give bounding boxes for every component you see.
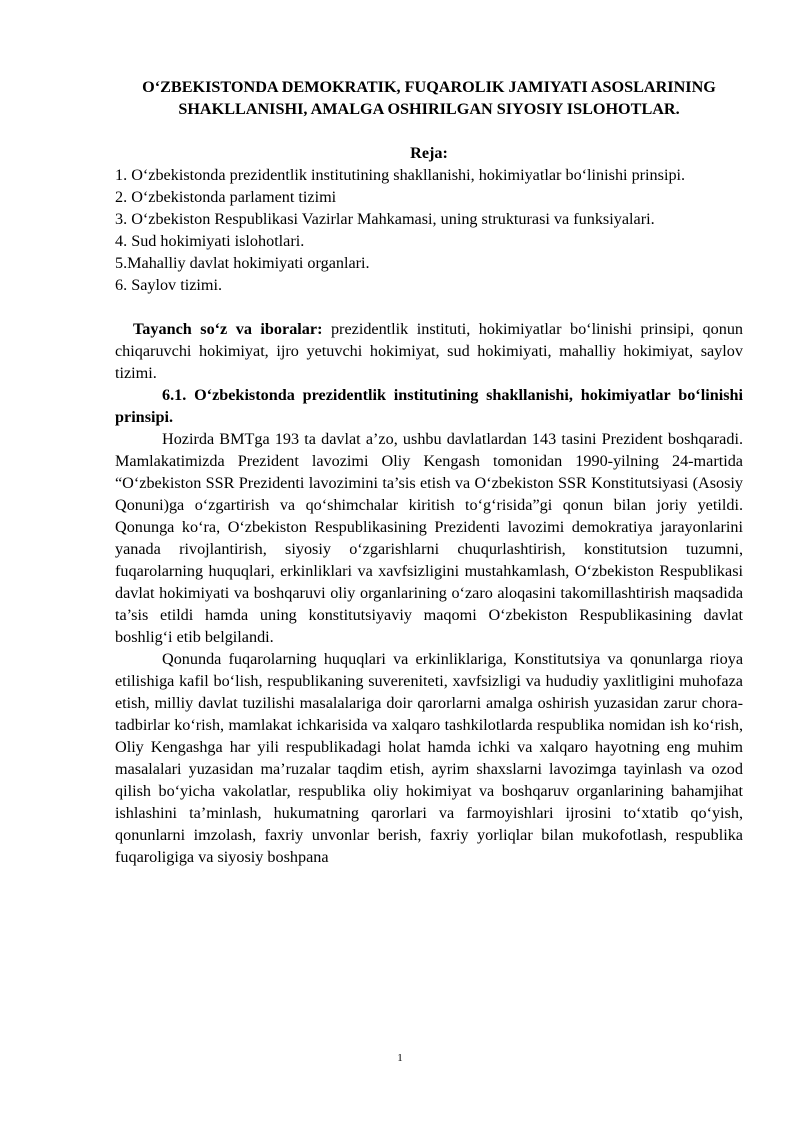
plan-list (115, 164, 743, 296)
plan-item: 4. Sud hokimiyati islohotlari. (115, 232, 305, 250)
plan-item: 1. O‘zbekistonda prezidentlik institutining shakllanishi, hokimiyatlar bo‘linishi prinsipi. (115, 166, 686, 184)
document-page (115, 76, 743, 868)
body-paragraph: Qonunda fuqarolarning huquqlari va erkinliklariga, Konstitutsiya va qonunlarga rioya etilishiga kafil bo‘lish, respublikaning suvereniteti, xavfsizligi va hududiy yaxlitligini muhofaza etish, milliy davlat tuzilishi masalalariga doir qarorlarni amalga oshirish yuzasidan zarur chora-tadbirlar ko‘rish, mamlakat ichkarisida va xalqaro tashkilotlarda respublika nomidan ish ko‘rish, Oliy Kengashga har yili respublikadagi holat hamda ichki va xalqaro hayotning eng muhim masalalari yuzasidan ma’ruzalar taqdim etish, ayrim shaxslarni lavozimga tayinlash va ozod qilish bo‘yicha vakolatlar, respublika oliy hokimiyat va boshqaruv organlarining bahamjihat ishlashini ta’minlash, hukumatning qarorlari va farmoyishlari ijrosini to‘xtatib qo‘yish, qonunlarni imzolash, faxriy unvonlar berish, faxriy yorliqlar bilan mukofotlash, respublika fuqaroligiga va siyosiy boshpana (115, 650, 743, 866)
plan-heading: Reja: (410, 144, 448, 162)
keywords-label: Tayanch so‘z va iboralar: (133, 320, 323, 338)
plan-item: 3. O‘zbekiston Respublikasi Vazirlar Mahkamasi, uning strukturasi va funksiyalari. (115, 210, 655, 228)
keywords-paragraph (115, 318, 743, 384)
plan-item: 5.Mahalliy davlat hokimiyati organlari. (115, 254, 370, 272)
plan-item: 2. O‘zbekistonda parlament tizimi (115, 188, 337, 206)
plan-item: 6. Saylov tizimi. (115, 276, 223, 294)
body-paragraph: Hozirda BMTga 193 ta davlat a’zo, ushbu davlatlardan 143 tasini Prezident boshqaradi. Mamlakatimizda Prezident lavozimi Oliy Kengash tomonidan 1990-yilning 24-martida “O‘zbekiston SSR Prezidenti lavozimini ta’sis etish va O‘zbekiston SSR Konstitutsiyasi (Asosiy Qonuni)ga o‘zgartirish va qo‘shimchalar kiritish to‘g‘risida”gi qonun bilan joriy yetildi. Qonunga ko‘ra, O‘zbekiston Respublikasining Prezidenti lavozimi demokratiya jarayonlarini yanada rivojlantirish, siyosiy o‘zgarishlarni chuqurlashtirish, konstitutsion tuzumni, fuqarolarning huquqlari, erkinliklari va xavfsizligini mustahkamlash, O‘zbekiston Respublikasi davlat hokimiyati va boshqaruvi oliy organlarining o‘zaro aloqasini takomillashtirish maqsadida ta’sis etildi hamda uning konstitutsiyaviy maqomi O‘zbekiston Respublikasining davlat boshlig‘i etib belgilandi. (115, 430, 743, 646)
spacer (115, 296, 743, 318)
section-heading: 6.1. O‘zbekistonda prezidentlik institutining shakllanishi, hokimiyatlar bo‘linishi prinsipi. (115, 386, 743, 426)
page-number: 1 (397, 1052, 403, 1064)
keywords-text: prezidentlik instituti, hokimiyatlar bo‘linishi prinsipi, qonun chiqaruvchi hokimiyat, ijro yetuvchi hokimiyat, sud hokimiyati, mahalliy hokimiyat, saylov tizimi. (115, 320, 744, 382)
document-title: O‘ZBEKISTONDA DEMOKRATIK, FUQAROLIK JAMIYATI ASOSLARINING SHAKLLANISHI, AMALGA OSHIRILGAN SIYOSIY ISLOHOTLAR. (142, 78, 716, 118)
